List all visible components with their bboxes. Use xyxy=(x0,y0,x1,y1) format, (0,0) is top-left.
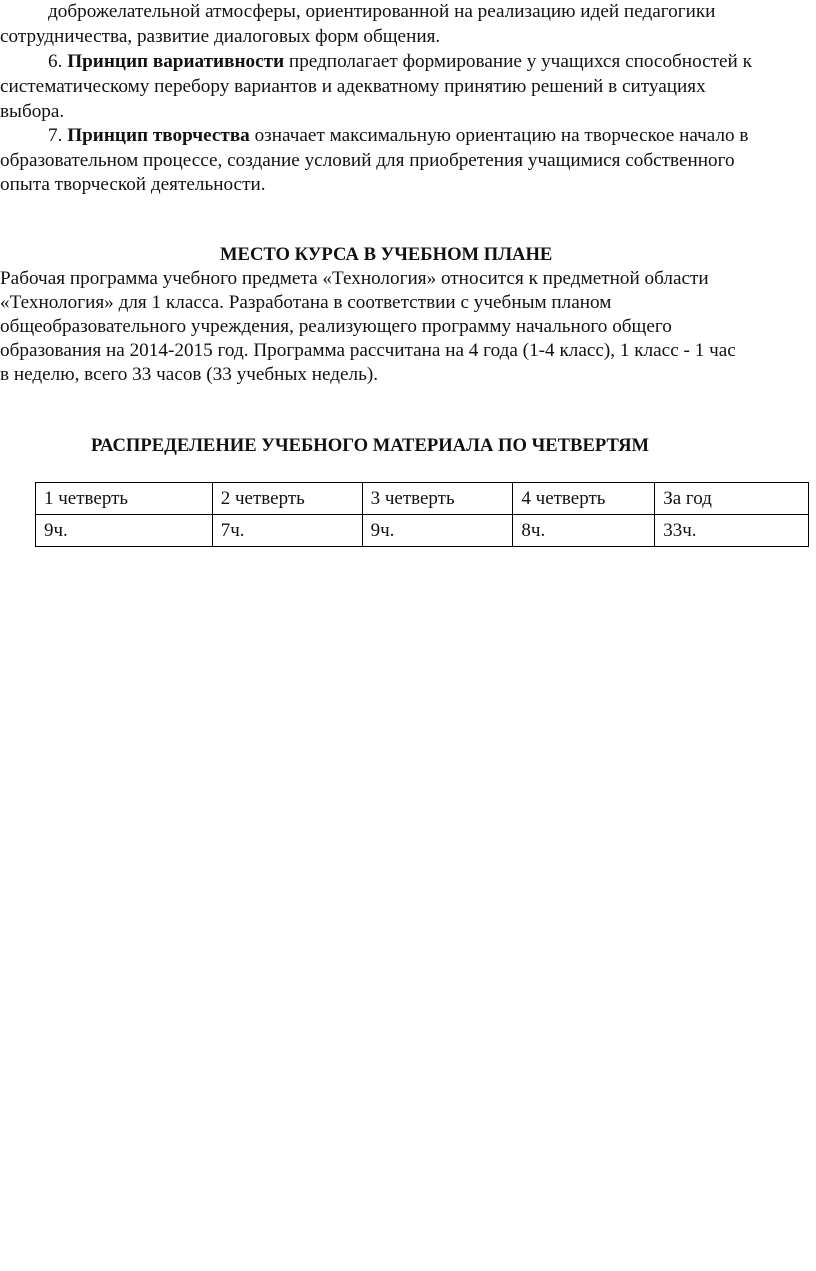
table-header-cell: 1 четверть xyxy=(36,483,213,515)
text-line: Рабочая программа учебного предмета «Технология» относится к предметной области xyxy=(0,268,709,289)
table-cell: 9ч. xyxy=(36,515,213,547)
principle-6-line3 xyxy=(0,100,816,125)
course-place-line1 xyxy=(0,267,816,292)
text-line: в неделю, всего 33 часов (33 учебных недель). xyxy=(0,364,379,385)
paragraph-atmosphere-line1 xyxy=(0,0,816,25)
principle-7-number: 7. xyxy=(48,125,63,146)
text-line: «Технология» для 1 класса. Разработана в соответствии с учебным планом xyxy=(0,292,612,313)
table-row xyxy=(36,515,809,547)
text-line: выбора. xyxy=(0,101,65,122)
course-place-line4 xyxy=(0,339,816,364)
principle-6-line2 xyxy=(0,75,816,100)
paragraph-atmosphere-line2 xyxy=(0,25,816,50)
principle-6-text: предполагает формирование у учащихся способностей к xyxy=(288,51,752,72)
text-line: общеобразовательного учреждения, реализующего программу начального общего xyxy=(0,316,672,337)
principle-6-line1 xyxy=(0,50,816,75)
course-place-line5 xyxy=(0,363,816,388)
principle-7-text: означает максимальную ориентацию на творческое начало в xyxy=(254,125,749,146)
quarter-distribution-table xyxy=(35,482,809,547)
principle-7-line3 xyxy=(0,173,816,198)
principle-7-line1 xyxy=(0,124,816,149)
table-cell: 8ч. xyxy=(513,515,655,547)
principle-6-number: 6. xyxy=(48,51,63,72)
table-header-row xyxy=(36,483,809,515)
course-place-line3 xyxy=(0,315,816,340)
text-line: опыта творческой деятельности. xyxy=(0,174,266,195)
text-line: образования на 2014-2015 год. Программа рассчитана на 4 года (1-4 класс), 1 класс - 1 час xyxy=(0,340,736,361)
text-line: систематическому перебору вариантов и адекватному принятию решений в ситуациях xyxy=(0,76,706,97)
principle-7-title: Принцип творчества xyxy=(67,125,250,146)
text-line: доброжелательной атмосферы, ориентированной на реализацию идей педагогики xyxy=(48,1,716,22)
course-place-line2 xyxy=(0,291,816,316)
table-header-cell: 2 четверть xyxy=(212,483,362,515)
principle-7-line2 xyxy=(0,149,816,174)
table-cell: 33ч. xyxy=(655,515,809,547)
table-cell: 9ч. xyxy=(362,515,513,547)
principle-6-title: Принцип вариативности xyxy=(67,51,285,72)
section-heading-distribution: РАСПРЕДЕЛЕНИЕ УЧЕБНОГО МАТЕРИАЛА ПО ЧЕТВЕРТЯМ xyxy=(91,435,650,456)
section-heading-course-place: МЕСТО КУРСА В УЧЕБНОМ ПЛАНЕ xyxy=(220,244,553,265)
table-header-cell: 4 четверть xyxy=(513,483,655,515)
table-header-cell: За год xyxy=(655,483,809,515)
text-line: образовательном процессе, создание условий для приобретения учащимися собственного xyxy=(0,150,735,171)
table-cell: 7ч. xyxy=(212,515,362,547)
table-header-cell: 3 четверть xyxy=(362,483,513,515)
text-line: сотрудничества, развитие диалоговых форм общения. xyxy=(0,26,441,47)
